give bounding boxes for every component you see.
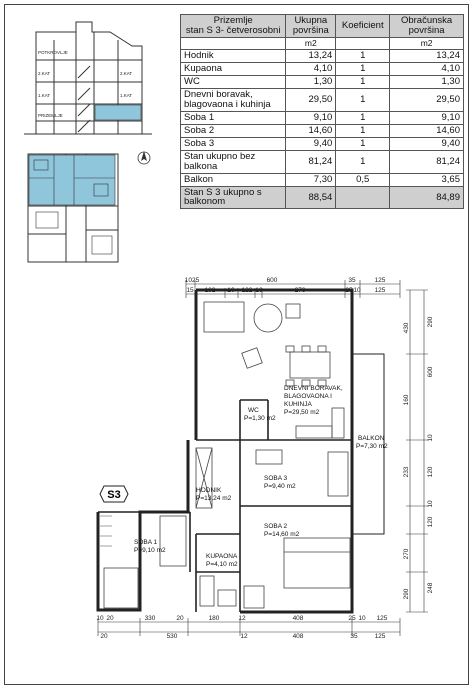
room-soba2-name: SOBA 2: [264, 523, 288, 530]
room-soba1-name: SOBA 1: [134, 539, 158, 546]
dim-label: 10: [427, 434, 434, 442]
section-label-2kat: 2.KAT: [38, 71, 51, 76]
dim-label: 182: [204, 287, 216, 294]
area-table: [180, 14, 464, 209]
unit-label: S3: [107, 489, 121, 501]
dim-label: 122: [241, 287, 253, 294]
floor-plan: [0, 272, 474, 642]
dim-label: 25: [345, 287, 353, 294]
table-row: Soba 2 14,60 1 14,60: [181, 124, 464, 137]
dim-label: 160: [403, 394, 410, 406]
dim-label: 10: [353, 287, 361, 294]
dim-label: 20: [106, 615, 114, 622]
section-label-potkrovlje: POTKROVLJE: [38, 50, 68, 55]
room-living-area: P=29,50 m2: [284, 409, 320, 416]
table-title: Prizemlje stan S 3- četverosobni: [181, 15, 286, 38]
table-row: Balkon 7,30 0,5 3,65: [181, 173, 464, 186]
dim-label: 290: [427, 316, 434, 328]
building-section: [14, 12, 160, 140]
dim-label: 408: [292, 615, 304, 622]
dim-label: 10: [427, 500, 434, 508]
room-soba3-area: P=9,40 m2: [264, 483, 296, 490]
dim-label: 125: [374, 277, 386, 284]
key-plan-highlight: [29, 155, 115, 205]
dim-label: 248: [427, 582, 434, 594]
unit-marker: [100, 486, 128, 502]
room-soba3-name: SOBA 3: [264, 475, 288, 482]
dim-label: 10: [358, 615, 366, 622]
room-kupaona-area: P=4,10 m2: [206, 561, 238, 568]
north-arrow-icon: [138, 151, 150, 164]
table-row: Kupaona 4,10 1 4,10: [181, 62, 464, 75]
dim-label: 180: [208, 615, 220, 622]
dim-label: 20: [176, 615, 184, 622]
dim-label: 10: [96, 615, 104, 622]
header-coefficient: Koeficient: [336, 15, 390, 38]
dim-label: 12: [238, 615, 246, 622]
table-row: Dnevni boravak, blagovaona i kuhinja 29,50 1 29,50: [181, 88, 464, 111]
dim-label: 10: [227, 287, 235, 294]
table-row: WC 1,30 1 1,30: [181, 75, 464, 88]
table-row: Soba 3 9,40 1 9,40: [181, 137, 464, 150]
dim-label: 1025: [184, 277, 200, 284]
dim-label: 35: [348, 277, 356, 284]
header-calc-area: Obračunska površina: [390, 15, 464, 38]
unit-total: m2: [286, 37, 336, 49]
dim-label: 290: [403, 588, 410, 600]
room-kupaona-name: KUPAONA: [206, 553, 238, 560]
dim-label: 12: [240, 633, 248, 640]
table-header-row: [181, 15, 464, 38]
dim-label: 408: [292, 633, 304, 640]
header-total-area: Ukupna površina: [286, 15, 336, 38]
dim-label: 125: [376, 615, 388, 622]
dim-label: 10: [255, 287, 263, 294]
dim-label: 25: [348, 615, 356, 622]
dim-label: 270: [403, 548, 410, 560]
dim-label: 125: [374, 287, 386, 294]
dim-label: 233: [403, 466, 410, 478]
dim-label: 15: [186, 287, 194, 294]
dim-label: 530: [166, 633, 178, 640]
room-hodnik-area: P=13,24 m2: [196, 495, 232, 502]
room-wc-area: P=1,30 m2: [244, 415, 276, 422]
units-row: [181, 37, 464, 49]
dim-label: 430: [403, 322, 410, 334]
dim-label: 120: [427, 516, 434, 528]
dim-label: 20: [100, 633, 108, 640]
table-total-row: Stan S 3 ukupno s balkonom 88,54 84,89: [181, 186, 464, 209]
room-living-name2: BLAGOVAONA I: [284, 393, 332, 400]
svg-text:1.KAT: 1.KAT: [120, 93, 133, 98]
room-wc-name: WC: [248, 407, 259, 414]
room-hodnik-name: HODNIK: [196, 487, 222, 494]
svg-text:2.KAT: 2.KAT: [120, 71, 133, 76]
dim-label: 600: [266, 277, 278, 284]
dim-label: 125: [374, 633, 386, 640]
dim-label: 276: [294, 287, 306, 294]
dim-label: 600: [427, 366, 434, 378]
table-row: Stan ukupno bez balkona 81,24 1 81,24: [181, 150, 464, 173]
unit-calc: m2: [390, 37, 464, 49]
section-highlight: [95, 105, 141, 120]
dim-label: 330: [144, 615, 156, 622]
room-balkon-name: BALKON: [358, 435, 385, 442]
dim-label: 120: [427, 466, 434, 478]
room-balkon-area: P=7,30 m2: [356, 443, 388, 450]
section-label-prizemlje: PRIZEMLJE: [38, 113, 63, 118]
key-plan: [14, 148, 164, 268]
table-row: Soba 1 9,10 1 9,10: [181, 111, 464, 124]
table-row: Hodnik 13,24 1 13,24: [181, 49, 464, 62]
room-soba2-area: P=14,60 m2: [264, 531, 300, 538]
room-living-name3: KUHINJA: [284, 401, 312, 408]
dim-label: 35: [350, 633, 358, 640]
room-soba1-area: P=9,10 m2: [134, 547, 166, 554]
room-living-name: DNEVNI BORAVAK,: [284, 385, 343, 392]
section-label-1kat: 1.KAT: [38, 93, 51, 98]
